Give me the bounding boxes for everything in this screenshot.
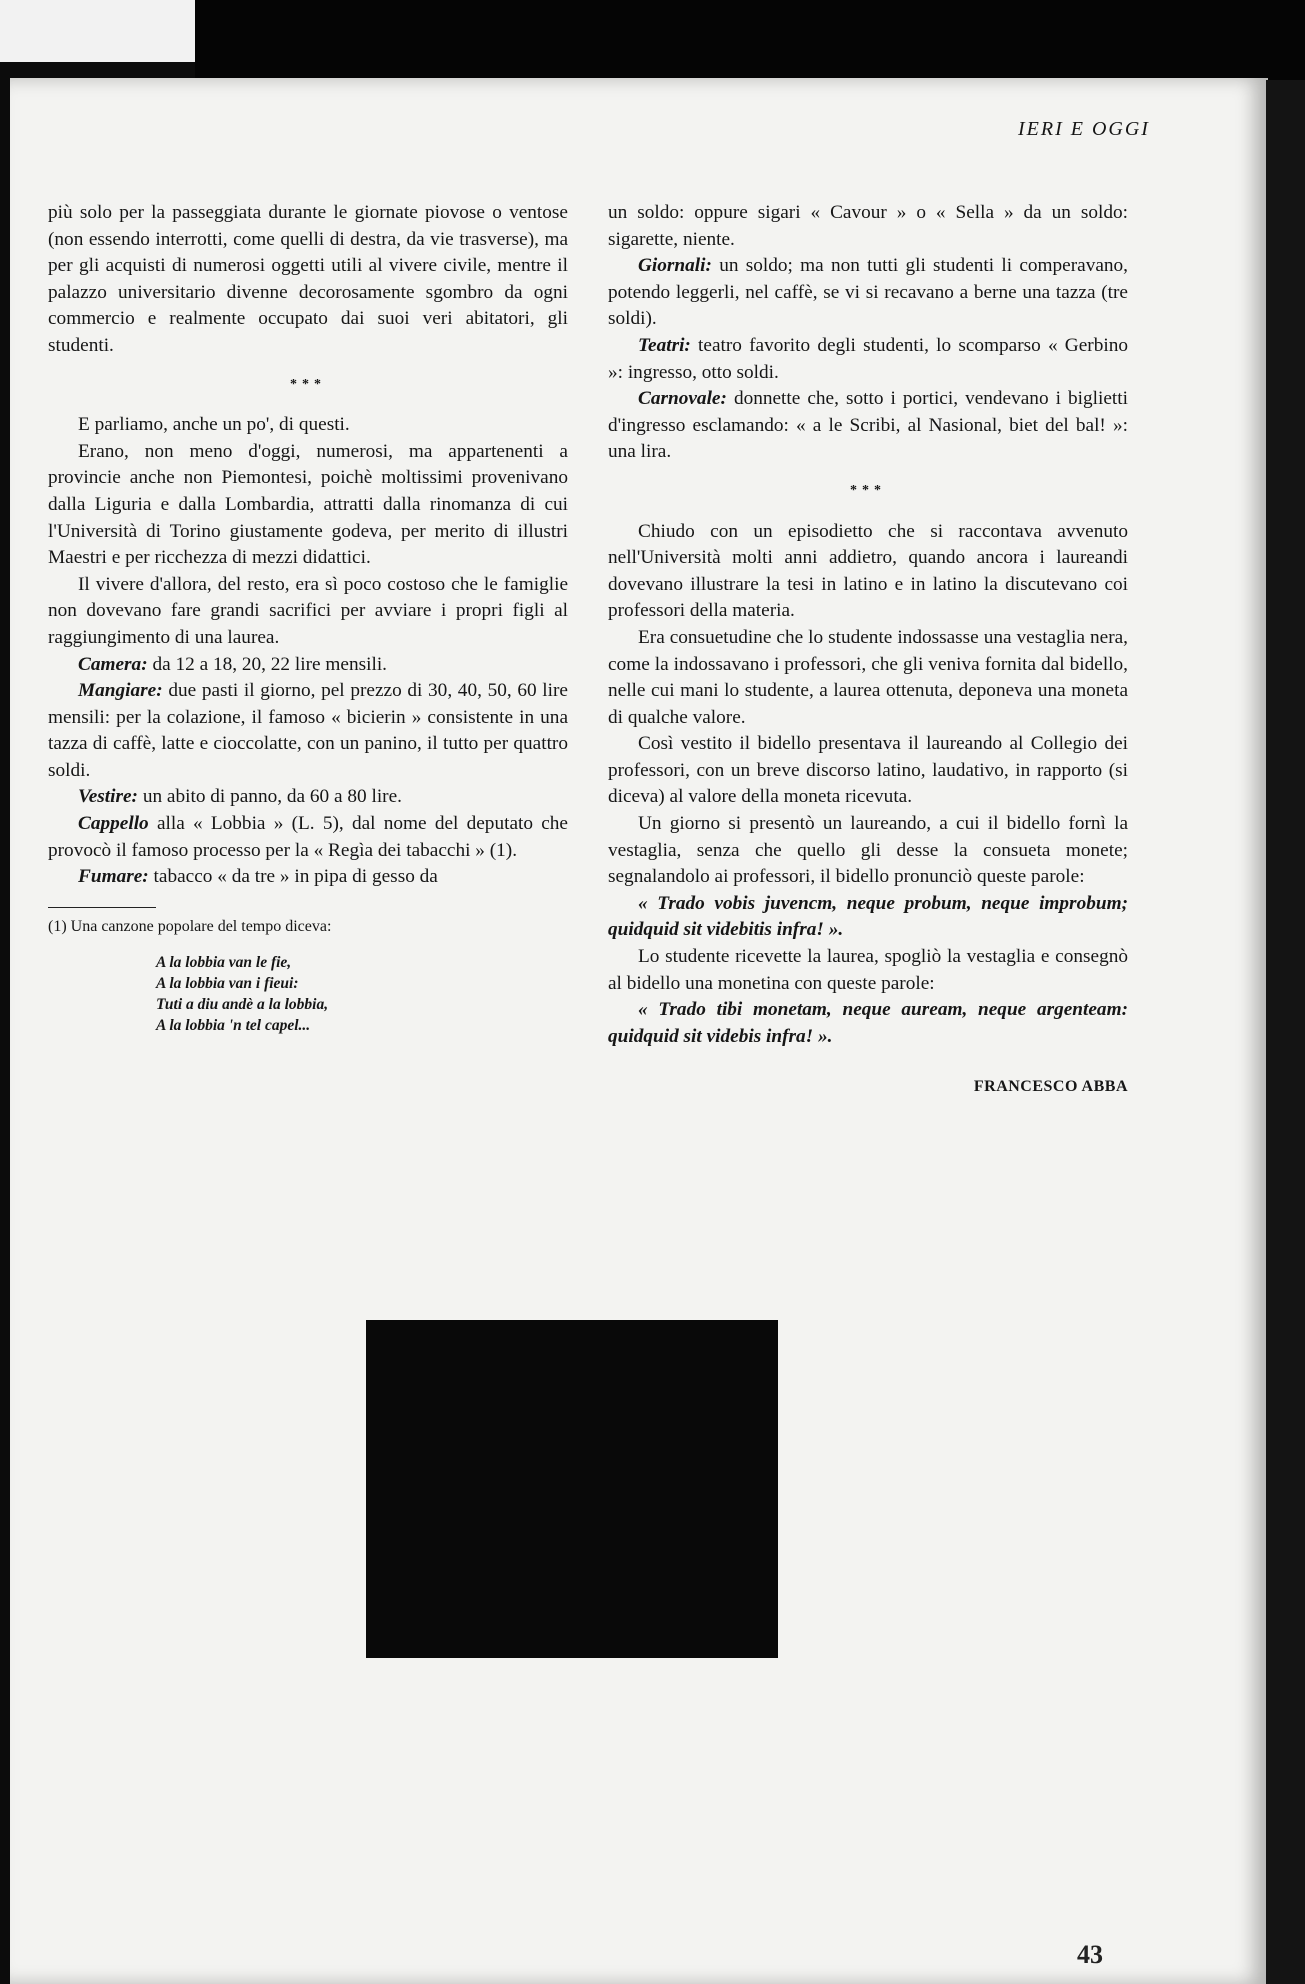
entry-text: due pasti il giorno, pel prezzo di 30, 40, 50, 60 lire mensili: per la colazione, il famoso « bicierin » consistente in una tazza di caffè, latte e cioccolatte, con un panino, il tutto per quattro soldi. <box>48 680 568 781</box>
paragraph: più solo per la passeggiata durante le giornate piovose o ventose (non essendo interrotti, come quelli di destra, da vie trasverse), ma per gli acquisti di numerosi oggetti utili al vivere civile, mentre il palazzo universitario divenne decorosamente sgombro da ogni commercio e realmente occupato dai suoi veri abitatori, gli studenti. <box>48 202 568 356</box>
entry-label: Teatri: <box>638 334 691 356</box>
scan-margin-corner <box>0 0 195 62</box>
cost-entry-mangiare <box>48 678 568 784</box>
entry-text: un abito di panno, da 60 a 80 lire. <box>142 786 402 808</box>
latin-quote: « Trado vobis juvencm, neque probum, neque improbum; quidquid sit videbitis infra! ». <box>608 892 1128 941</box>
paragraph: E parliamo, anche un po', di questi. <box>78 414 350 436</box>
entry-label: Camera: <box>78 653 148 675</box>
author-signature: FRANCESCO ABBA <box>973 1078 1128 1096</box>
paragraph: Era consuetudine che lo studente indossasse una vestaglia nera, come la indossavano i professori, che gli veniva fornita dal bidello, nelle cui mani lo studente, a laurea ottenuta, deponeva una moneta di qualche valore. <box>608 626 1128 728</box>
entry-text: teatro favorito degli studenti, lo scomparso « Gerbino »: ingresso, otto soldi. <box>608 334 1128 383</box>
cost-entry-teatri <box>608 333 1128 386</box>
cost-entry-cappello <box>48 811 568 864</box>
cost-entry-carnovale <box>608 386 1128 466</box>
section-separator: *** <box>850 482 886 498</box>
running-title: IERI E OGGI <box>1018 118 1150 140</box>
entry-text: un soldo; ma non tutti gli studenti li comperavano, potendo leggerli, nel caffè, se vi si recavano a berne una tazza (tre soldi). <box>608 255 1129 330</box>
paragraph: Lo studente ricevette la laurea, spogliò la vestaglia e consegnò al bidello una monetina con queste parole: <box>608 946 1128 994</box>
latin-quote: « Trado tibi monetam, neque auream, neque argenteam: quidquid sit videbis infra! ». <box>608 999 1128 1047</box>
paragraph: Erano, non meno d'oggi, numerosi, ma appartenenti a provincie anche non Piemontesi, poichè moltissimi provenivano dalla Liguria e dalla Lombardia, attratti dalla rinomanza di cui l'Università di Torino giustamente godeva, per merito di illustri Maestri e per ricchezza di mezzi didattici. <box>48 440 568 569</box>
footnote-divider <box>48 907 156 908</box>
entry-text: donnette che, sotto i portici, vendevano i biglietti d'ingresso esclamando: « a le Scribi, al Nasional, biet del bal! »: una lira. <box>608 388 1128 463</box>
scan-border-right <box>1266 80 1305 1984</box>
paragraph: Un giorno si presentò un laureando, a cui il bidello fornì la vestaglia, senza che quello gli desse la consueta monete; segnalandolo ai professori, il bidello pronunciò queste parole: <box>608 813 1128 888</box>
paragraph: Il vivere d'allora, del resto, era sì poco costoso che le famiglie non dovevano fare grandi sacrifici per avviare i propri figli al raggiungimento di una laurea. <box>48 573 568 648</box>
entry-text: tabacco « da tre » in pipa di gesso da <box>153 866 438 888</box>
entry-label: Fumare: <box>78 866 149 888</box>
entry-label: Giornali: <box>638 255 712 277</box>
entry-label: Mangiare: <box>78 680 163 702</box>
left-column <box>48 200 568 1036</box>
poem-line: Tuti a diu andè a la lobbia, <box>156 995 329 1013</box>
paragraph: un soldo: oppure sigari « Cavour » o « Sella » da un soldo: sigarette, niente. <box>608 202 1128 250</box>
scan-border-top <box>195 0 1305 80</box>
cost-entry-fumare <box>48 864 568 891</box>
entry-label: Carnovale: <box>638 388 727 410</box>
footnote: (1) Una canzone popolare del tempo diceva: <box>48 917 332 935</box>
poem-line: A la lobbia 'n tel capel... <box>156 1016 311 1034</box>
footnote-poem <box>156 952 568 1036</box>
poem-line: A la lobbia van le fie, <box>156 953 292 971</box>
paragraph: Così vestito il bidello presentava il laureando al Collegio dei professori, con un breve discorso latino, laudativo, in rapporto (si diceva) al valore della moneta ricevuta. <box>608 733 1128 808</box>
entry-label: Vestire: <box>78 786 138 808</box>
cost-entry-vestire <box>48 784 568 811</box>
right-column <box>608 200 1128 1101</box>
dark-photograph <box>366 1320 778 1658</box>
cost-entry-giornali <box>608 253 1128 333</box>
poem-line: A la lobbia van i fieui: <box>156 974 299 992</box>
section-separator: *** <box>290 376 326 392</box>
entry-text: alla « Lobbia » (L. 5), dal nome del deputato che provocò il famoso processo per la « Regìa dei tabacchi » (1). <box>48 813 568 861</box>
entry-text: da 12 a 18, 20, 22 lire mensili. <box>152 653 388 675</box>
entry-label: Cappello <box>78 813 149 835</box>
cost-entry-camera <box>48 652 568 679</box>
paragraph: Chiudo con un episodietto che si raccontava avvenuto nell'Università molti anni addietro, quando ancora i laureandi dovevano illustrare la tesi in latino e in latino la discutevano coi professori della materia. <box>608 520 1128 622</box>
page-number: 43 <box>1077 1940 1103 1969</box>
